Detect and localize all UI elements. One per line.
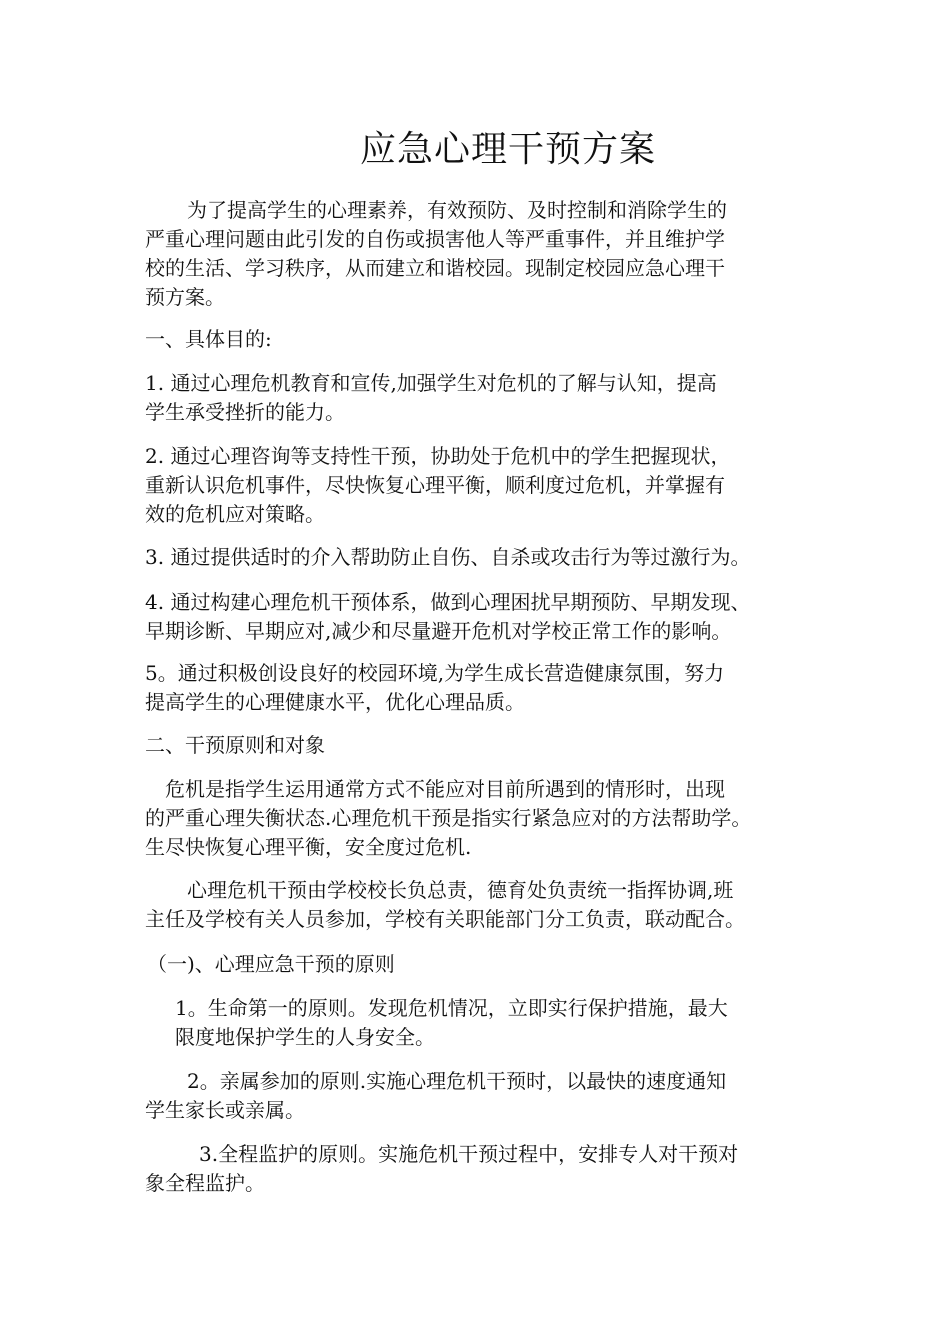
- text-line: 1. 通过心理危机教育和宣传,加强学生对危机的了解与认知，提高: [145, 371, 717, 395]
- text-line: 的严重心理失衡状态.心理危机干预是指实行紧急应对的方法帮助学。: [145, 806, 752, 830]
- paragraph-intro: [145, 196, 815, 312]
- goal-item: [145, 588, 815, 646]
- goal-item: [145, 369, 815, 427]
- text-line: 预方案。: [145, 285, 225, 309]
- text-line: 4. 通过构建心理危机干预体系，做到心理困扰早期预防、早期发现、: [145, 590, 751, 614]
- text-line: 早期诊断、早期应对,减少和尽量避开危机对学校正常工作的影响。: [145, 619, 732, 643]
- paragraph-crisis-definition: [145, 775, 815, 862]
- goal-item: [145, 543, 815, 572]
- text-line: 限度地保护学生的人身安全。: [175, 1025, 435, 1049]
- text-line: 1。生命第一的原则。发现危机情况，立即实行保护措施，最大: [175, 996, 728, 1020]
- text-line: 2. 通过心理咨询等支持性干预，协助处于危机中的学生把握现状，: [145, 444, 731, 468]
- section-heading: [145, 325, 815, 354]
- text-line: 提高学生的心理健康水平，优化心理品质。: [145, 690, 525, 714]
- text-line: 3. 通过提供适时的介入帮助防止自伤、自杀或攻击行为等过激行为。: [145, 545, 751, 569]
- text-line: 象全程监护。: [145, 1171, 265, 1195]
- text-line: 学生家长或亲属。: [145, 1098, 305, 1122]
- text-line: 效的危机应对策略。: [145, 502, 325, 526]
- text-line: 校的生活、学习秩序，从而建立和谐校园。现制定校园应急心理干: [145, 256, 725, 280]
- text-line: 心理危机干预由学校校长负总责，德育处负责统一指挥协调,班: [187, 878, 734, 902]
- document-title: 应急心理干预方案: [360, 129, 657, 170]
- paragraph-responsibility: [145, 876, 815, 934]
- text-line: 5。通过积极创设良好的校园环境,为学生成长营造健康氛围，努力: [145, 661, 725, 685]
- text-line: 3.全程监护的原则。实施危机干预过程中，安排专人对干预对: [199, 1142, 739, 1166]
- text-line: 学生承受挫折的能力。: [145, 400, 345, 424]
- principle-item: [145, 994, 815, 1052]
- principle-item: [145, 1140, 815, 1198]
- text-line: 危机是指学生运用通常方式不能应对目前所遇到的情形时，出现: [165, 777, 725, 801]
- subsection-heading-text: （一)、心理应急干预的原则: [147, 952, 395, 976]
- section-heading-text: 二、干预原则和对象: [145, 733, 325, 757]
- goal-item: [145, 442, 815, 529]
- section-heading: [145, 731, 815, 760]
- text-line: 生尽快恢复心理平衡，安全度过危机.: [145, 835, 472, 859]
- principle-item: [145, 1067, 815, 1125]
- text-line: 2。亲属参加的原则.实施心理危机干预时，以最快的速度通知: [187, 1069, 727, 1093]
- text-line: 严重心理问题由此引发的自伤或损害他人等严重事件，并且维护学: [145, 227, 725, 251]
- text-line: 主任及学校有关人员参加，学校有关职能部门分工负责，联动配合。: [145, 907, 745, 931]
- text-line: 重新认识危机事件，尽快恢复心理平衡，顺利度过危机，并掌握有: [145, 473, 725, 497]
- subsection-heading: [145, 950, 815, 979]
- text-line: 为了提高学生的心理素养，有效预防、及时控制和消除学生的: [187, 198, 727, 222]
- goal-item: [145, 659, 815, 717]
- section-heading-text: 一、具体目的:: [145, 327, 272, 351]
